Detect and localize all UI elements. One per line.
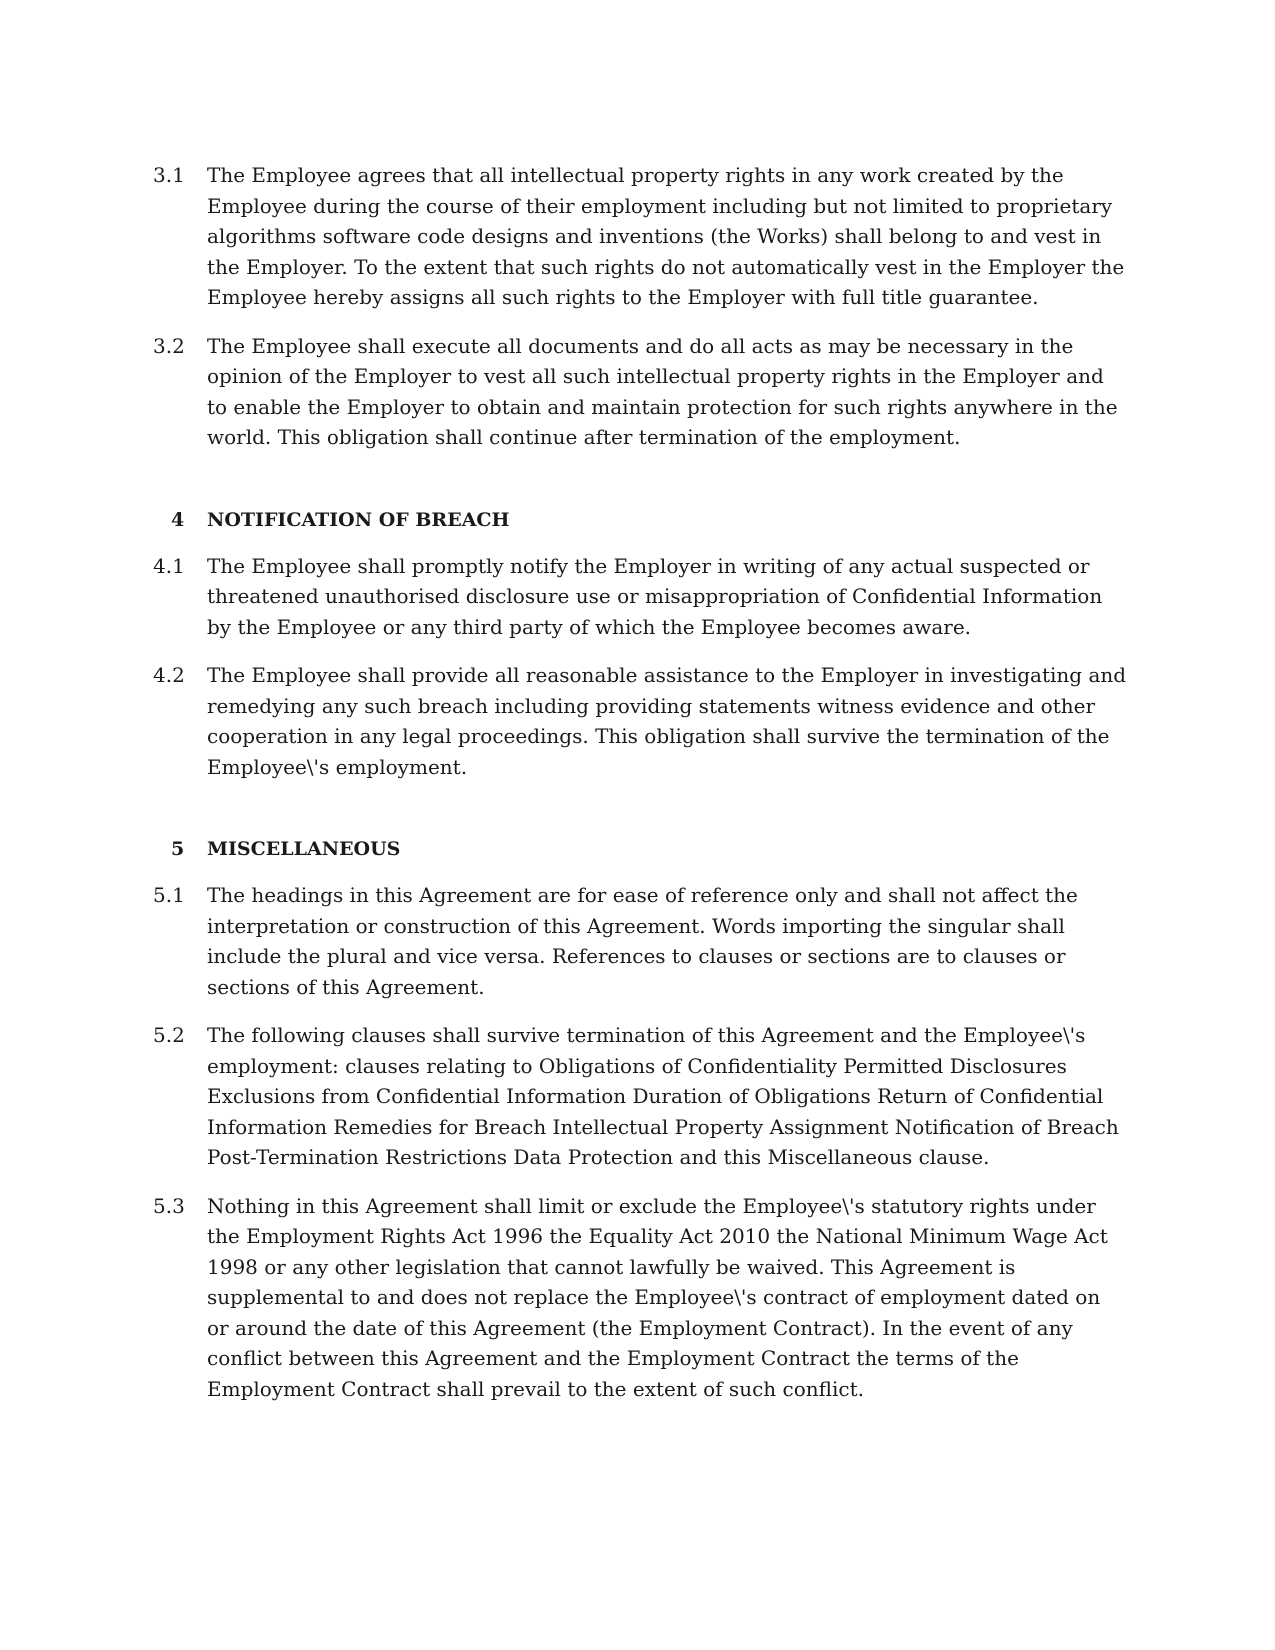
clause-text: The Employee shall promptly notify the Employer in writing of any actual suspected or threatened unauthorised disclosure use or misappropriation of Confidential Information by the Employee or any third party of which the Employee becomes aware. xyxy=(207,553,1103,639)
section-title: NOTIFICATION OF BREACH xyxy=(207,508,510,531)
section-number: 5 xyxy=(171,838,185,860)
clause-number: 3.2 xyxy=(153,333,185,358)
clause-number: 3.1 xyxy=(153,163,185,187)
clause-4-1 xyxy=(153,551,1133,643)
clause-text: Nothing in this Agreement shall limit or exclude the Employee\'s statutory rights under the Employment Rights Act 1996 the Equality Act 2010 the National Minimum Wage Act 1998 or any other legislation that cannot lawfully be waived. This Agreement is supplemental to and does not replace the Employee\'s contract of employment dated on or around the date of this Agreement (the Employment Contract). In the event of any conflict between this Agreement and the Employment Contract the terms of the Employment Contract shall prevail to the extent of such conflict. xyxy=(207,1193,1108,1401)
section-heading-notification-of-breach xyxy=(153,505,1133,535)
section-title: MISCELLANEOUS xyxy=(207,838,401,860)
section-number: 4 xyxy=(171,508,185,531)
clause-5-3 xyxy=(153,1191,1133,1405)
clause-4-2 xyxy=(153,660,1133,782)
clause-text: The headings in this Agreement are for ease of reference only and shall not affect the interpretation or construction of this Agreement. Words importing the singular shall include the plural and vice versa. References to clauses or sections are to clauses or sections of this Agreement. xyxy=(207,883,1078,999)
document-body xyxy=(0,160,1275,1422)
clause-text: The Employee agrees that all intellectual property rights in any work created by the Employee during the course of their employment including but not limited to proprietary algorithms software code designs and inventions (the Works) shall belong to and vest in the Employer. To the extent that such rights do not automatically vest in the Employer the Employee hereby assigns all such rights to the Employer with full title guarantee. xyxy=(207,163,1125,309)
clause-5-2 xyxy=(153,1020,1133,1173)
clause-text: The Employee shall provide all reasonable assistance to the Employer in investigating and remedying any such breach including providing statements witness evidence and other cooperation in any legal proceedings. This obligation shall survive the termination of the Employee\'s employment. xyxy=(207,663,1127,779)
clause-text: The following clauses shall survive termination of this Agreement and the Employee\'s employment: clauses relating to Obligations of Confidentiality Permitted Disclosures Exclusions from Confidential Information Duration of Obligations Return of Confidential Information Remedies for Breach Intellectual Property Assignment Notification of Breach Post-Termination Restrictions Data Protection and this Miscellaneous clause. xyxy=(207,1023,1119,1169)
clause-5-1 xyxy=(153,880,1133,1002)
clause-3-2 xyxy=(153,331,1133,453)
clause-number: 4.2 xyxy=(153,663,185,687)
clause-number: 5.3 xyxy=(153,1193,185,1218)
clause-text: The Employee shall execute all documents and do all acts as may be necessary in the opinion of the Employer to vest all such intellectual property rights in the Employer and to enable the Employer to obtain and maintain protection for such rights anywhere in the world. This obligation shall continue after termination of the employment. xyxy=(207,333,1118,449)
clause-number: 4.1 xyxy=(153,553,185,578)
clause-number: 5.2 xyxy=(153,1023,185,1047)
clause-number: 5.1 xyxy=(153,883,185,907)
clause-3-1 xyxy=(153,160,1133,313)
section-heading-miscellaneous xyxy=(153,834,1133,864)
